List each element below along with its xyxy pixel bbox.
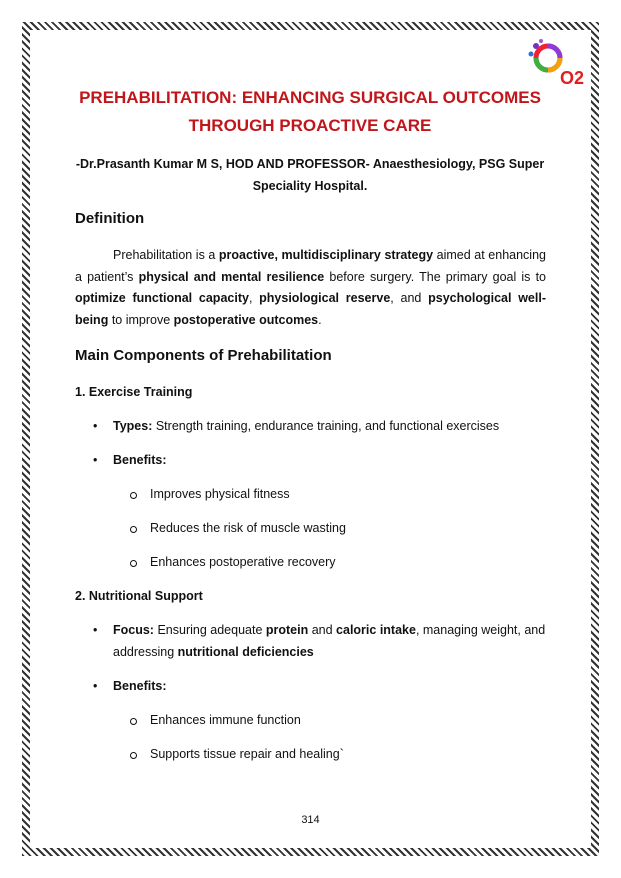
author-line-2: Speciality Hospital. [252, 179, 368, 193]
circle-bullet-icon [130, 492, 137, 499]
page-number: 314 [301, 814, 320, 826]
definition-heading: Definition [75, 210, 145, 227]
title-line-2: THROUGH PROACTIVE CARE [188, 116, 432, 135]
svg-text:O2: O2 [560, 68, 585, 88]
circle-bullet-icon [130, 718, 137, 725]
section-1-heading: 1. Exercise Training [75, 385, 193, 399]
author-line [70, 153, 550, 197]
author-line-1: -Dr.Prasanth Kumar M S, HOD AND PROFESSOR- Anaesthesiology, PSG Super [75, 157, 545, 171]
bullet-icon: • [93, 623, 98, 637]
o2-logo [526, 38, 585, 90]
definition-paragraph: Prehabilitation is a proactive, multidisciplinary strategy aimed at enhancing a patient’s physical and mental resilience before surgery. The primary goal is to optimize functional capacity, physiological reserve, and psychological well-being to improve postoperative outcomes. [75, 248, 546, 328]
circle-bullet-icon [130, 560, 137, 567]
circle-bullet-icon [130, 526, 137, 533]
bullet-icon: • [93, 679, 98, 693]
page-title [60, 84, 560, 140]
section-2-heading: 2. Nutritional Support [75, 589, 203, 603]
circle-bullet-icon [130, 752, 137, 759]
bullet-icon: • [93, 453, 98, 467]
components-heading: Main Components of Prehabilitation [75, 347, 332, 364]
title-line-1: PREHABILITATION: ENHANCING SURGICAL OUTCOMES [79, 88, 541, 107]
bullet-icon: • [93, 419, 98, 433]
page-border [22, 22, 599, 856]
